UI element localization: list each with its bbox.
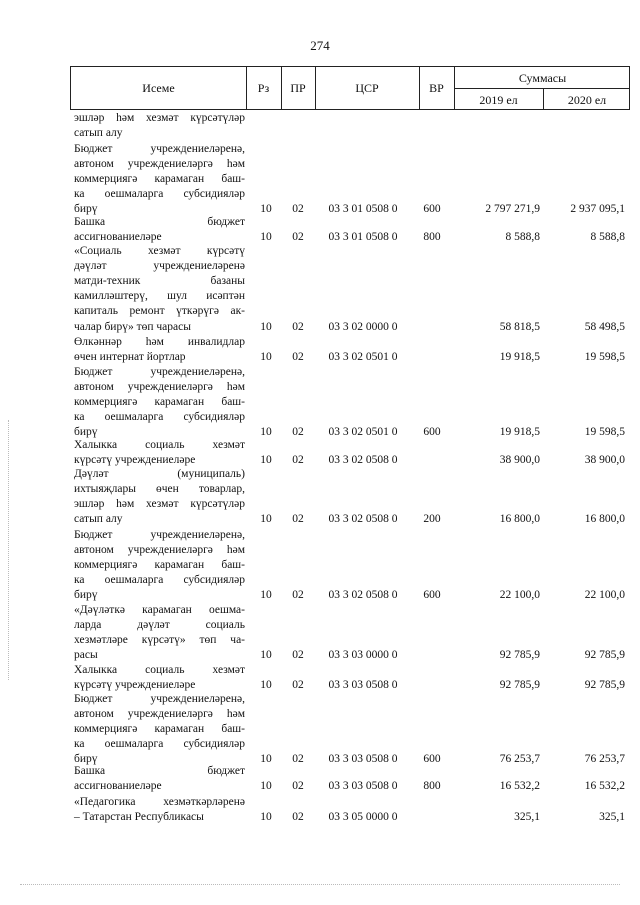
row-csr: 03 3 03 0508 0 xyxy=(328,753,398,766)
scan-bottom-marks xyxy=(20,884,620,885)
row-description-line: Башка бюджет xyxy=(74,216,245,228)
header-csr: ЦСР xyxy=(355,81,379,95)
row-description-line: автоном учреждениеләргә һәм xyxy=(74,381,245,394)
row-description-line: хезмәтләре күрсәтү» төп ча- xyxy=(74,634,245,647)
row-description-line: коммерциягә карамаган баш- xyxy=(74,173,245,186)
row-description-line: ка оешмаларга субсидияләр xyxy=(74,188,245,201)
row-sum-2020: 16 800,0 xyxy=(584,513,625,526)
row-vr: 600 xyxy=(423,426,441,439)
row-description-line: ассигнованиеләре xyxy=(74,231,162,244)
row-description-line: коммерциягә карамаган баш- xyxy=(74,559,245,572)
row-description-line: – Татарстан Республикасы xyxy=(74,811,204,824)
header-year-2019: 2019 ел xyxy=(479,93,518,107)
row-description-line: автоном учреждениеләргә һәм xyxy=(74,708,245,721)
row-pr: 02 xyxy=(292,351,304,364)
row-rz: 10 xyxy=(260,231,272,244)
row-csr: 03 3 02 0000 0 xyxy=(328,320,398,333)
header-rz: Рз xyxy=(257,81,270,95)
row-csr: 03 3 05 0000 0 xyxy=(328,811,398,824)
row-sum-2020: 19 598,5 xyxy=(584,351,625,364)
row-description-line: бирү xyxy=(74,589,98,602)
row-rz: 10 xyxy=(260,753,272,766)
row-sum-2019: 19 918,5 xyxy=(499,426,540,439)
row-rz: 10 xyxy=(260,454,272,467)
row-description-line: Бюджет учреждениеләренә, xyxy=(74,143,245,155)
header-year-2020: 2020 ел xyxy=(567,93,607,107)
row-description-line: ка оешмаларга субсидияләр xyxy=(74,574,245,587)
row-description-line: автоном учреждениеләргә һәм xyxy=(74,544,245,557)
row-rz: 10 xyxy=(260,426,272,439)
row-sum-2019: 16 800,0 xyxy=(499,513,540,526)
row-sum-2020: 16 532,2 xyxy=(584,780,625,793)
page-number: 274 xyxy=(310,38,330,53)
scan-margin-marks xyxy=(8,420,11,680)
row-sum-2020: 325,1 xyxy=(599,811,625,824)
row-sum-2020: 58 498,5 xyxy=(584,320,625,333)
row-csr: 03 3 03 0508 0 xyxy=(328,679,398,692)
row-description-line: ларда дәүләт социаль xyxy=(74,619,245,632)
row-csr: 03 3 01 0508 0 xyxy=(328,231,398,244)
row-description-line: камилләштерү, шул исәптән xyxy=(74,290,245,303)
row-rz: 10 xyxy=(260,679,272,692)
row-description-line: Башка бюджет xyxy=(74,765,245,777)
row-pr: 02 xyxy=(292,753,304,766)
row-sum-2020: 92 785,9 xyxy=(584,649,625,662)
row-pr: 02 xyxy=(292,320,304,333)
row-sum-2020: 8 588,8 xyxy=(590,231,625,244)
row-csr: 03 3 02 0508 0 xyxy=(328,589,398,602)
row-pr: 02 xyxy=(292,426,304,439)
row-vr: 800 xyxy=(423,231,441,244)
row-description-line: эшләр һәм хезмәт күрсәтүләр xyxy=(74,498,245,511)
row-vr: 800 xyxy=(423,780,441,793)
row-pr: 02 xyxy=(292,203,304,216)
row-description-line: расы xyxy=(74,649,98,662)
row-pr: 02 xyxy=(292,454,304,467)
row-description-line: күрсәтү учреждениеләре xyxy=(74,679,196,692)
row-description-line: сатып алу xyxy=(74,513,123,526)
row-sum-2019: 76 253,7 xyxy=(499,753,540,766)
row-description-line: ка оешмаларга субсидияләр xyxy=(74,738,245,751)
row-sum-2020: 38 900,0 xyxy=(584,454,625,467)
row-description-line: коммерциягә карамаган баш- xyxy=(74,396,245,409)
row-sum-2019: 8 588,8 xyxy=(505,231,540,244)
row-sum-2019: 92 785,9 xyxy=(499,679,540,692)
row-pr: 02 xyxy=(292,780,304,793)
row-pr: 02 xyxy=(292,649,304,662)
row-description-line: коммерциягә карамаган баш- xyxy=(74,723,245,736)
row-csr: 03 3 02 0508 0 xyxy=(328,454,398,467)
row-description-line: Бюджет учреждениеләренә, xyxy=(74,529,245,541)
table-header xyxy=(70,66,630,110)
row-description-line: бирү xyxy=(74,753,98,766)
row-description-line: өчен интернат йортлар xyxy=(74,351,186,364)
row-description-line: сатып алу xyxy=(74,127,123,140)
row-pr: 02 xyxy=(292,513,304,526)
row-vr: 600 xyxy=(423,753,441,766)
row-sum-2019: 38 900,0 xyxy=(499,454,540,467)
header-pr: ПР xyxy=(290,81,306,95)
row-description-line: эшләр һәм хезмәт күрсәтүләр xyxy=(74,112,245,124)
header-vr: ВР xyxy=(429,81,444,95)
row-rz: 10 xyxy=(260,811,272,824)
row-vr: 200 xyxy=(423,513,441,526)
row-description-line: ассигнованиеләре xyxy=(74,780,162,793)
row-sum-2020: 76 253,7 xyxy=(584,753,625,766)
row-sum-2019: 2 797 271,9 xyxy=(485,203,540,216)
row-description-line: ихтыяҗлары өчен товарлар, xyxy=(74,483,245,496)
row-description-line: Халыкка социаль хезмәт xyxy=(74,664,245,676)
row-sum-2019: 22 100,0 xyxy=(499,589,540,602)
header-divider xyxy=(454,88,629,89)
row-pr: 02 xyxy=(292,679,304,692)
row-description-line: чалар бирү» төп чарасы xyxy=(74,320,191,333)
row-pr: 02 xyxy=(292,589,304,602)
row-sum-2020: 22 100,0 xyxy=(584,589,625,602)
row-description-line: «Социаль хезмәт күрсәтү xyxy=(74,245,245,257)
row-description-line: дәүләт учреждениеләренә xyxy=(74,260,245,273)
row-description-line: Өлкәннәр һәм инвалидлар xyxy=(74,336,245,348)
row-csr: 03 3 02 0508 0 xyxy=(328,513,398,526)
row-description-line: ка оешмаларга субсидияләр xyxy=(74,411,245,424)
row-csr: 03 3 03 0508 0 xyxy=(328,780,398,793)
row-csr: 03 3 03 0000 0 xyxy=(328,649,398,662)
row-description-line: Бюджет учреждениеләренә, xyxy=(74,693,245,705)
row-description-line: «Педагогика хезмәткәрләренә xyxy=(74,796,245,808)
row-sum-2019: 92 785,9 xyxy=(499,649,540,662)
row-description-line: бирү xyxy=(74,203,98,216)
row-description-line: капиталь ремонт үткәрүгә ак- xyxy=(74,305,245,318)
row-rz: 10 xyxy=(260,320,272,333)
row-sum-2020: 92 785,9 xyxy=(584,679,625,692)
row-csr: 03 3 02 0501 0 xyxy=(328,426,398,439)
row-rz: 10 xyxy=(260,589,272,602)
row-sum-2019: 325,1 xyxy=(514,811,540,824)
row-description-line: автоном учреждениеләргә һәм xyxy=(74,158,245,171)
row-description-line: Халыкка социаль хезмәт xyxy=(74,439,245,451)
row-vr: 600 xyxy=(423,203,441,216)
row-sum-2020: 2 937 095,1 xyxy=(570,203,625,216)
header-name: Исеме xyxy=(142,81,175,95)
row-rz: 10 xyxy=(260,203,272,216)
row-pr: 02 xyxy=(292,811,304,824)
row-sum-2019: 19 918,5 xyxy=(499,351,540,364)
row-csr: 03 3 01 0508 0 xyxy=(328,203,398,216)
header-sums: Суммасы xyxy=(518,71,567,85)
row-csr: 03 3 02 0501 0 xyxy=(328,351,398,364)
row-description-line: күрсәтү учреждениеләре xyxy=(74,454,196,467)
row-description-line: Бюджет учреждениеләренә, xyxy=(74,366,245,378)
row-description-line: Дәүләт (муниципаль) xyxy=(74,468,245,480)
row-sum-2019: 58 818,5 xyxy=(499,320,540,333)
row-rz: 10 xyxy=(260,513,272,526)
row-rz: 10 xyxy=(260,780,272,793)
row-pr: 02 xyxy=(292,231,304,244)
row-sum-2019: 16 532,2 xyxy=(499,780,540,793)
row-rz: 10 xyxy=(260,351,272,364)
row-description-line: «Дәүләткә карамаган оешма- xyxy=(74,604,245,616)
row-description-line: бирү xyxy=(74,426,98,439)
row-sum-2020: 19 598,5 xyxy=(584,426,625,439)
row-rz: 10 xyxy=(260,649,272,662)
row-vr: 600 xyxy=(423,589,441,602)
row-description-line: матди-техник базаны xyxy=(74,275,245,288)
